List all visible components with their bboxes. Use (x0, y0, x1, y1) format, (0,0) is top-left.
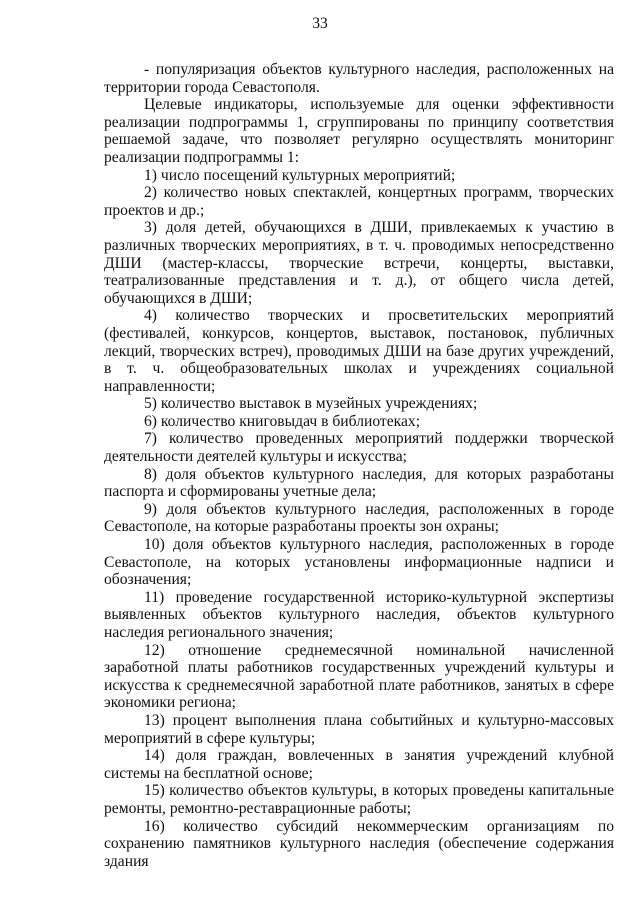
indicator-item-10: 10) доля объектов культурного наследия, расположенных в городе Севастополе, на которых установлены информационные надписи и обозначения; (104, 536, 614, 589)
indicator-item-3: 3) доля детей, обучающихся в ДШИ, привлекаемых к участию в различных творческих мероприятиях, в т. ч. проводимых непосредственно ДШИ (мастер-классы, творческие встречи, концерты, выставки, театрализованные представления и т. д.), от общего числа детей, обучающихся в ДШИ; (104, 219, 614, 307)
indicator-item-2: 2) количество новых спектаклей, концертных программ, творческих проектов и др.; (104, 184, 614, 219)
indicator-item-14: 14) доля граждан, вовлеченных в занятия учреждений клубной системы на бесплатной основе; (104, 747, 614, 782)
indicator-item-8: 8) доля объектов культурного наследия, для которых разработаны паспорта и сформированы учетные дела; (104, 465, 614, 501)
indicator-item-13: 13) процент выполнения плана событийных и культурно-массовых мероприятий в сфере культуры; (104, 711, 614, 747)
indicator-item-1: 1) число посещений культурных мероприятий; (144, 166, 456, 184)
document-body (104, 61, 614, 870)
indicator-item-5: 5) количество выставок в музейных учреждениях; (144, 395, 478, 413)
paragraph-popularization: - популяризация объектов культурного наследия, расположенных на территории города Севастополя. (104, 61, 614, 96)
indicator-item-9: 9) доля объектов культурного наследия, расположенных в городе Севастополе, на которые разработаны проекты зон охраны; (104, 500, 614, 536)
paragraph-target-indicators: Целевые индикаторы, используемые для оценки эффективности реализации подпрограммы 1, сгруппированы по принципу соответствия решаемой задаче, что позволяет регулярно осуществлять мониторинг реализации подпрограммы 1: (104, 96, 614, 166)
indicator-item-12: 12) отношение среднемесячной номинальной начисленной заработной платы работников государственных учреждений культуры и искусства к среднемесячной заработной плате работников, занятых в сфере экономики региона; (104, 641, 614, 712)
indicator-item-4: 4) количество творческих и просветительских мероприятий (фестивалей, конкурсов, концертов, выставок, постановок, публичных лекций, творческих встреч), проводимых ДШИ на базе других учреждений, в т. ч. общеобразовательных школах и учреждениях социальной направленности; (104, 307, 614, 395)
indicator-item-7: 7) количество проведенных мероприятий поддержки творческой деятельности деятелей культуры и искусства; (104, 430, 614, 466)
indicator-item-15: 15) количество объектов культуры, в которых проведены капитальные ремонты, ремонтно-реставрационные работы; (104, 782, 614, 817)
page-number: 33 (312, 15, 328, 32)
indicator-item-16: 16) количество субсидий некоммерческим организациям по сохранению памятников культурного наследия (обеспечение содержания здания (104, 817, 614, 870)
indicator-item-6: 6) количество книговыдач в библиотеках; (144, 412, 421, 430)
indicator-item-11: 11) проведение государственной историко-культурной экспертизы выявленных объектов культурного наследия, объектов культурного наследия регионального значения; (104, 588, 614, 641)
